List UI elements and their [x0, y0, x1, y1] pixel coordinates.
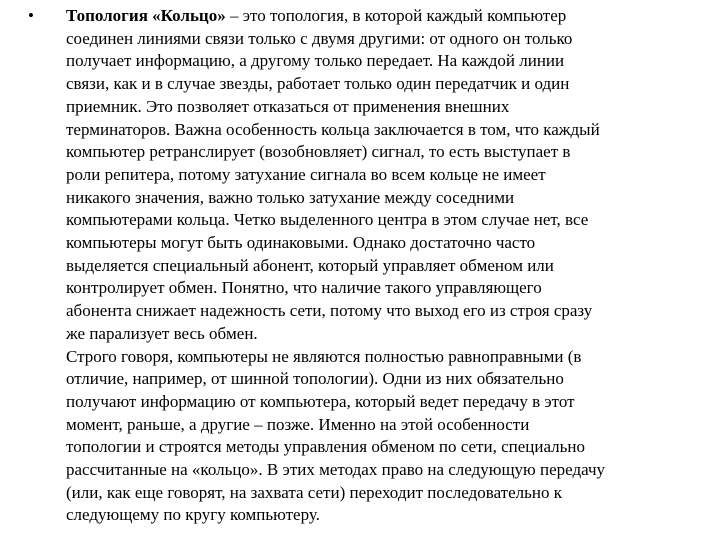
text-line: абонента снижает надежность сети, потому что выход его из строя сразу: [66, 301, 593, 321]
text-line: связи, как и в случае звезды, работает только один передатчик и один: [66, 74, 570, 94]
text-line: приемник. Это позволяет отказаться от применения внешних: [66, 96, 510, 116]
text-line: отличие, например, от шинной топологии). Одни из них обязательно: [66, 369, 564, 389]
text-line: получает информацию, а другому только передает. На каждой линии: [66, 51, 565, 71]
text-line: никакого значения, важно только затухание между соседними: [66, 187, 515, 207]
term-heading: Топология «Кольцо»: [66, 6, 226, 25]
text-line: следующему по кругу компьютеру.: [66, 505, 320, 525]
body-text: [66, 5, 706, 527]
text-line: Строго говоря, компьютеры не являются полностью равноправными (в: [66, 346, 582, 366]
text-line: роли репитера, потому затухание сигнала во всем кольце не имеет: [66, 164, 546, 184]
bullet-marker: •: [28, 6, 34, 25]
text-line: компьютерами кольца. Четко выделенного центра в этом случае нет, все: [66, 210, 589, 230]
text-line: топологии и строятся методы управления обменом по сети, специально: [66, 437, 585, 457]
text-line: получают информацию от компьютера, который ведет передачу в этот: [66, 391, 575, 411]
text-line: компьютеры могут быть одинаковыми. Однако достаточно часто: [66, 233, 536, 253]
text-line: рассчитанные на «кольцо». В этих методах право на следующую передачу: [66, 460, 606, 480]
text-line: соединен линиями связи только с двумя другими: от одного он только: [66, 28, 573, 48]
text-line: выделяется специальный абонент, который управляет обменом или: [66, 255, 554, 275]
text-line: (или, как еще говорят, на захвата сети) переходит последовательно к: [66, 482, 562, 502]
text-line-segment: – это топология, в которой каждый компьютер: [225, 6, 567, 25]
text-line: [66, 5, 706, 28]
text-line: компьютер ретранслирует (возобновляет) сигнал, то есть выступает в: [66, 142, 571, 162]
text-line: же парализует весь обмен.: [66, 323, 258, 343]
text-line: терминаторов. Важна особенность кольца заключается в том, что каждый: [66, 119, 600, 139]
text-line: контролирует обмен. Понятно, что наличие такого управляющего: [66, 278, 542, 298]
text-line: момент, раньше, а другие – позже. Именно на этой особенности: [66, 414, 530, 434]
